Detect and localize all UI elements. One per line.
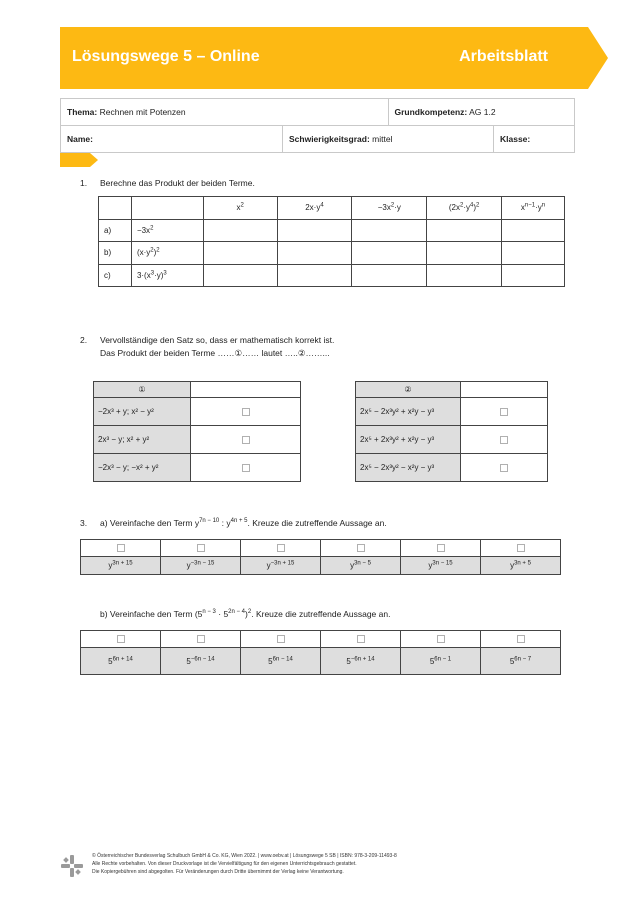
klasse-label: Klasse: — [500, 134, 531, 144]
option-checkbox-cell[interactable] — [81, 540, 161, 557]
task-1-number: 1. — [80, 178, 88, 188]
answer-cell[interactable] — [352, 219, 427, 242]
task-2-sentence: Das Produkt der beiden Terme ……①…… lautet …..②……... — [100, 348, 330, 358]
table-row — [99, 219, 565, 242]
checkbox[interactable] — [277, 635, 285, 643]
checkbox[interactable] — [357, 544, 365, 552]
option-checkbox-cell[interactable] — [481, 631, 561, 648]
empty-cell — [191, 382, 301, 398]
row-label: b) — [99, 242, 132, 265]
checkbox[interactable] — [117, 544, 125, 552]
option-checkbox-cell[interactable] — [321, 631, 401, 648]
option-label: $5^{-6n - 14}$ — [161, 648, 241, 675]
option-label: −2x³ + y; x² − y² — [94, 398, 191, 426]
option-label: $5^{-6n + 14}$ — [321, 648, 401, 675]
checkbox[interactable] — [277, 544, 285, 552]
checkbox[interactable] — [242, 408, 250, 416]
header-info-table — [60, 98, 575, 153]
option-checkbox-cell[interactable] — [481, 540, 561, 557]
title-banner — [60, 27, 608, 89]
option-label: $y^{3n + 15}$ — [81, 557, 161, 575]
column-header: $(2x^2\cdot y^4)^2$ — [427, 197, 502, 220]
answer-cell[interactable] — [203, 219, 277, 242]
footer-text — [92, 852, 397, 876]
answer-cell[interactable] — [277, 219, 352, 242]
task-3b-text: b) Vereinfache den Term $(5^{n - 3} \cdot 5^{2n - 4})^2$. Kreuze die zutreffende Aussage an. — [100, 609, 391, 619]
task-3b-options — [80, 630, 561, 675]
task-3a-text: a) Vereinfache den Term $y^{7n - 10}$ : $y^{4n + 5}$. Kreuze die zutreffende Aussage an. — [100, 518, 387, 528]
schwierigkeit-label: Schwierigkeitsgrad: — [289, 134, 370, 144]
task-2-table-1 — [93, 381, 301, 482]
footer-line-1: © Österreichischer Bundesverlag Schulbuch GmbH & Co. KG, Wien 2022. | www.oebv.at | Lösungswege 5 SB | ISBN: 978-3-209-11493-8 — [92, 853, 397, 859]
option-checkbox-cell[interactable] — [161, 631, 241, 648]
option-checkbox-cell[interactable] — [191, 398, 301, 426]
option-label: $5^{6n - 7}$ — [481, 648, 561, 675]
banner-title: Lösungswege 5 – Online — [72, 48, 260, 65]
task-3a-options — [80, 539, 561, 575]
task-2-table-2 — [355, 381, 548, 482]
banner-doc-type: Arbeitsblatt — [459, 48, 548, 65]
answer-cell[interactable] — [502, 242, 565, 265]
checkbox[interactable] — [197, 635, 205, 643]
option-label: $5^{6n + 14}$ — [81, 648, 161, 675]
answer-cell[interactable] — [502, 264, 565, 287]
option-checkbox-cell[interactable] — [461, 398, 548, 426]
answer-cell[interactable] — [502, 219, 565, 242]
kompetenz-cell — [388, 99, 575, 126]
option-label: $y^{-3n + 15}$ — [241, 557, 321, 575]
task-1-text: Berechne das Produkt der beiden Terme. — [100, 178, 255, 188]
schwierigkeit-cell — [283, 126, 494, 153]
option-checkbox-cell[interactable] — [461, 454, 548, 482]
empty-cell — [131, 197, 203, 220]
thema-value: Rechnen mit Potenzen — [99, 107, 186, 117]
option-label: 2x⁵ + 2x³y² + x²y − y³ — [356, 426, 461, 454]
checkbox[interactable] — [500, 436, 508, 444]
accent-arrow-shape — [60, 153, 98, 167]
task-1-header-row — [99, 197, 565, 220]
klasse-cell[interactable] — [494, 126, 575, 153]
column-header: $x^{n-1}\cdot y^n$ — [502, 197, 565, 220]
option-checkbox-cell[interactable] — [401, 540, 481, 557]
footer-line-3: Die Kopiergebühren sind abgegolten. Für Veränderungen durch Dritte übernimmt der Verlag keine Verantwortung. — [92, 869, 344, 875]
footer-line-2: Alle Rechte vorbehalten. Von dieser Druckvorlage ist die Vervielfältigung für den eigenen Unterrichtsgebrauch gestattet. — [92, 861, 357, 867]
checkbox[interactable] — [437, 635, 445, 643]
name-cell[interactable] — [61, 126, 283, 153]
table-row — [99, 264, 565, 287]
row-label: a) — [99, 219, 132, 242]
task-1-table — [98, 196, 565, 287]
row-term: $(x\cdot y^2)^2$ — [131, 242, 203, 265]
column-header: $x^2$ — [203, 197, 277, 220]
checkbox[interactable] — [500, 408, 508, 416]
column-header: $2x\cdot y^4$ — [277, 197, 352, 220]
schwierigkeit-value: mittel — [372, 134, 393, 144]
option-label: $y^{-3n - 15}$ — [161, 557, 241, 575]
row-term: $3\cdot(x^3\cdot y)^3$ — [131, 264, 203, 287]
option-checkbox-cell[interactable] — [191, 426, 301, 454]
answer-cell[interactable] — [352, 264, 427, 287]
option-label: $y^{3n + 5}$ — [481, 557, 561, 575]
option-label: 2x⁵ − 2x³y² + x²y − y³ — [356, 398, 461, 426]
column-header: $-3x^2\cdot y$ — [352, 197, 427, 220]
table-row — [99, 242, 565, 265]
checkbox[interactable] — [517, 635, 525, 643]
task-2-text: Vervollständige den Satz so, dass er mathematisch korrekt ist. — [100, 335, 335, 345]
empty-cell — [99, 197, 132, 220]
table-2-header: ② — [356, 382, 461, 398]
answer-cell[interactable] — [427, 219, 502, 242]
checkbox[interactable] — [437, 544, 445, 552]
answer-cell[interactable] — [427, 264, 502, 287]
checkbox[interactable] — [197, 544, 205, 552]
thema-cell — [61, 99, 389, 126]
option-label: 2x³ − y; x² + y² — [94, 426, 191, 454]
answer-cell[interactable] — [352, 242, 427, 265]
option-label: −2x³ − y; −x² + y² — [94, 454, 191, 482]
checkbox[interactable] — [500, 464, 508, 472]
task-3-number: 3. — [80, 518, 88, 528]
task-2-number: 2. — [80, 335, 88, 345]
checkbox[interactable] — [357, 635, 365, 643]
option-label: $5^{6n - 14}$ — [241, 648, 321, 675]
answer-cell[interactable] — [277, 264, 352, 287]
checkbox[interactable] — [117, 635, 125, 643]
option-checkbox-cell[interactable] — [191, 454, 301, 482]
checkbox[interactable] — [517, 544, 525, 552]
checkbox[interactable] — [242, 436, 250, 444]
publisher-logo-icon — [60, 854, 84, 878]
thema-label: Thema: — [67, 107, 98, 117]
option-checkbox-cell[interactable] — [321, 540, 401, 557]
option-label: $y^{3n - 15}$ — [401, 557, 481, 575]
option-checkbox-cell[interactable] — [461, 426, 548, 454]
option-checkbox-cell[interactable] — [161, 540, 241, 557]
answer-cell[interactable] — [203, 242, 277, 265]
option-checkbox-cell[interactable] — [401, 631, 481, 648]
table-1-header: ① — [94, 382, 191, 398]
kompetenz-value: AG 1.2 — [469, 107, 496, 117]
checkbox[interactable] — [242, 464, 250, 472]
answer-cell[interactable] — [203, 264, 277, 287]
empty-cell — [461, 382, 548, 398]
option-label: $y^{3n - 5}$ — [321, 557, 401, 575]
row-label: c) — [99, 264, 132, 287]
option-label: $5^{6n - 1}$ — [401, 648, 481, 675]
answer-cell[interactable] — [277, 242, 352, 265]
answer-cell[interactable] — [427, 242, 502, 265]
name-label: Name: — [67, 134, 93, 144]
option-checkbox-cell[interactable] — [241, 540, 321, 557]
option-label: 2x⁵ − 2x³y² − x²y − y³ — [356, 454, 461, 482]
kompetenz-label: Grundkompetenz: — [394, 107, 468, 117]
option-checkbox-cell[interactable] — [241, 631, 321, 648]
row-term: $-3x^2$ — [131, 219, 203, 242]
option-checkbox-cell[interactable] — [81, 631, 161, 648]
